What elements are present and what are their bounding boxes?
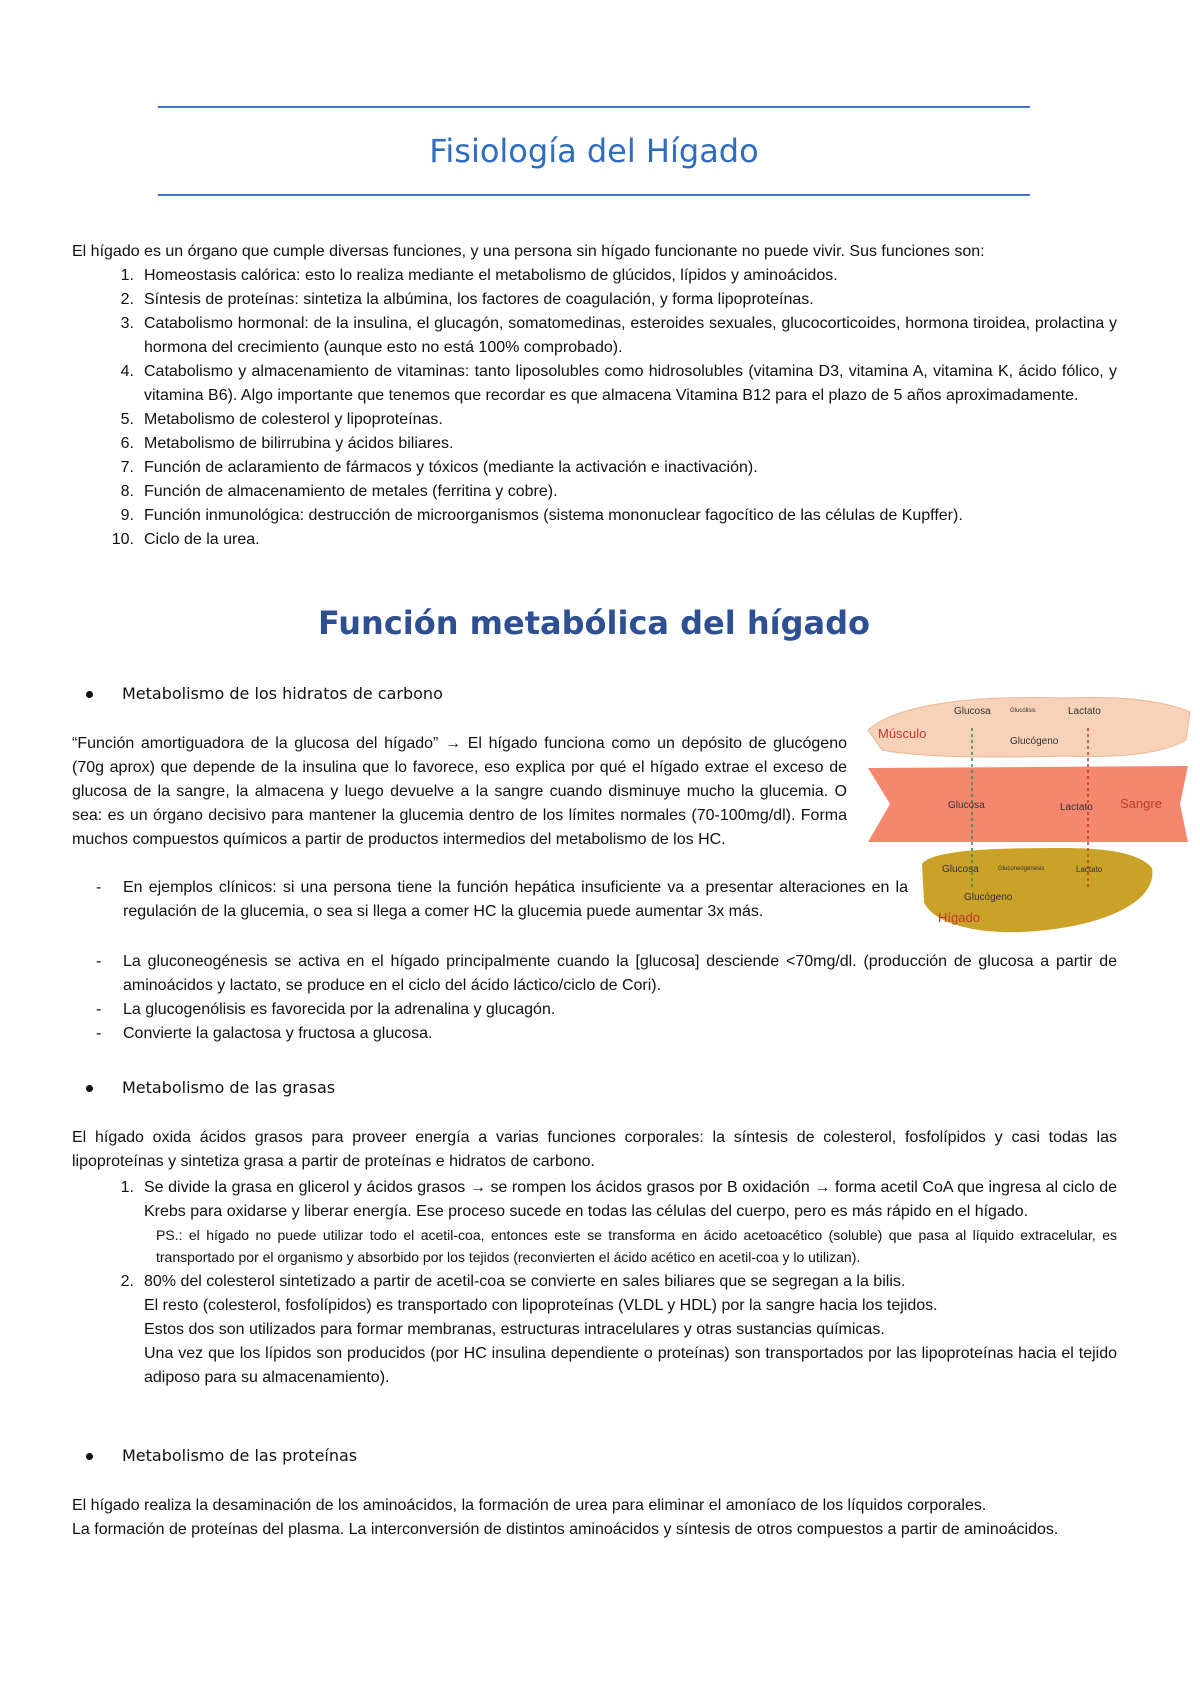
bullet-icon xyxy=(86,691,93,698)
proteins-paragraph-1: El hígado realiza la desaminación de los aminoácidos, la formación de urea para eliminar el amoníaco de los líquidos corporales. xyxy=(72,1497,987,1514)
list-item: 5. Metabolismo de colesterol y lipoproteínas. xyxy=(120,411,443,428)
gluconeogenesis-label: Gluconeogénesis xyxy=(998,866,1045,872)
ps-note: PS.: el hígado no puede utilizar todo el acetil-coa, entonces este se transforma en ácido acetoacético (soluble) que pasa al líquido extracelular, es transportado por el organismo y absorbido por los tejidos (reconvierten el ácido acético en acetil-coa y lo utilizan). xyxy=(156,1227,1117,1265)
lactato-label: Lactato xyxy=(1060,802,1093,813)
list-item: 9. Función inmunológica: destrucción de microorganismos (sistema mononuclear fagocítico de las células de Kupffer). xyxy=(120,507,963,524)
lactato-label: Lactato xyxy=(1068,706,1101,717)
list-item: 2. Síntesis de proteínas: sintetiza la albúmina, los factores de coagulación, y forma lipoproteínas. xyxy=(120,291,814,308)
functions-list xyxy=(72,264,1117,552)
glucolisis-label: Glucólisis xyxy=(1010,708,1036,714)
glucogeno-label: Glucógeno xyxy=(964,892,1013,903)
intro-paragraph: El hígado es un órgano que cumple diversas funciones, y una persona sin hígado funcionante no puede vivir. Sus funciones son: xyxy=(72,243,985,260)
proteins-heading: Metabolismo de las proteínas xyxy=(86,1444,357,1468)
list-item: 8. Función de almacenamiento de metales (ferritina y cobre). xyxy=(120,483,558,500)
list-item: 1. Se divide la grasa en glicerol y ácidos grasos → se rompen los ácidos grasos por B oxidación → forma acetil CoA que ingresa al ciclo de Krebs para oxidarse y liberar energía. Ese proceso sucede en todas las células del cuerpo, pero es más rápido en el hígado. PS.: el hígado no puede utilizar todo el acetil-coa, entonces este se transforma en ácido acetoacético (soluble) que pasa al líquido extracelular, es transportado por el organismo y absorbido por los tejidos (reconvierten el ácido acético en acetil-coa y lo utilizan). xyxy=(72,1176,1117,1268)
section-heading: Función metabólica del hígado xyxy=(318,604,870,642)
glucosa-label: Glucosa xyxy=(948,800,985,811)
list-item: 2. 80% del colesterol sintetizado a partir de acetil-coa se convierte en sales biliares que se segregan a la bilis. El resto (colesterol, fosfolípidos) es transportado con lipoproteínas (VLDL y HDL) por la sangre hacia los tejidos. Estos dos son utilizados para formar membranas, estructuras intracelulares y otras sustancias químicas. Una vez que los lípidos son producidos (por HC insulina dependiente o proteínas) son transportados por las lipoproteínas hacia el tejido adiposo para su almacenamiento). xyxy=(72,1270,1117,1390)
higado-label: Hígado xyxy=(938,910,980,925)
carbs-heading: Metabolismo de los hidratos de carbono xyxy=(86,682,443,706)
sangre-label: Sangre xyxy=(1120,796,1162,811)
list-item: 1. Homeostasis calórica: esto lo realiza mediante el metabolismo de glúcidos, lípidos y aminoácidos. xyxy=(120,267,838,284)
title-bottom-rule xyxy=(158,194,1030,196)
glucosa-label: Glucosa xyxy=(942,864,979,875)
carbs-dash-list xyxy=(72,950,1117,1046)
musculo-label: Músculo xyxy=(878,726,927,741)
bullet-icon xyxy=(86,1085,93,1092)
list-item: - Convierte la galactosa y fructosa a glucosa. xyxy=(96,1025,433,1042)
glucosa-label: Glucosa xyxy=(954,706,991,717)
list-item: 4. Catabolismo y almacenamiento de vitaminas: tanto liposolubles como hidrosolubles (vitamina D3, vitamina A, vitamina K, ácido fólico, y vitamina B6). Algo importante que tenemos que recordar es que almacena Vitamina B12 para el plazo de 5 años aproximadamente. xyxy=(120,363,1117,404)
list-item: 3. Catabolismo hormonal: de la insulina, el glucagón, somatomedinas, esteroides sexuales, glucocorticoides, hormona tiroidea, prolactina y hormona del crecimiento (aunque esto no está 100% comprobado). xyxy=(120,315,1117,356)
fats-list xyxy=(72,1176,1117,1390)
page-title: Fisiología del Hígado xyxy=(429,132,759,170)
list-item: 6. Metabolismo de bilirrubina y ácidos biliares. xyxy=(120,435,454,452)
list-item: - La glucogenólisis es favorecida por la adrenalina y glucagón. xyxy=(96,1001,556,1018)
lactato-label: Lactato xyxy=(1076,865,1103,874)
item-line: Una vez que los lípidos son producidos (por HC insulina dependiente o proteínas) son transportados por las lipoproteínas hacia el tejido adiposo para su almacenamiento). xyxy=(144,1345,1117,1386)
item-line: El resto (colesterol, fosfolípidos) es transportado con lipoproteínas (VLDL y HDL) por la sangre hacia los tejidos. xyxy=(144,1297,938,1314)
glucogeno-label: Glucógeno xyxy=(1010,736,1059,747)
list-item: - La gluconeogénesis se activa en el hígado principalmente cuando la [glucosa] desciende <70mg/dl. (producción de glucosa a partir de aminoácidos y lactato, se produce en el ciclo del ácido láctico/ciclo de Cori). xyxy=(96,953,1117,994)
list-item: 10. Ciclo de la urea. xyxy=(111,531,260,548)
carbs-paragraph: “Función amortiguadora de la glucosa del hígado” → El hígado funciona como un depósito de glucógeno (70g aprox) que depende de la insulina que lo favorece, eso explica por qué el hígado extrae el exceso de glucosa de la sangre, la almacena y luego devuelve a la sangre cuando disminuye mucho la glucemia. O sea: es un órgano decisivo para mantener la glucemia dentro de los límites normales (70-100mg/dl). Forma muchos compuestos químicos a partir de productos intermedios del metabolismo de los HC. xyxy=(72,735,847,848)
list-item: - En ejemplos clínicos: si una persona tiene la función hepática insuficiente va a presentar alteraciones en la regulación de la glucemia, o sea si llega a comer HC la glucemia puede aumentar 3x más. xyxy=(96,879,908,920)
fats-paragraph: El hígado oxida ácidos grasos para proveer energía a varias funciones corporales: la síntesis de colesterol, fosfolípidos y casi todas las lipoproteínas y sintetiza grasa a partir de proteínas e hidratos de carbono. xyxy=(72,1129,1117,1170)
carbs-dash-list xyxy=(72,876,908,924)
glucose-cycle-figure xyxy=(862,692,1192,934)
title-top-rule xyxy=(158,106,1030,108)
bullet-icon xyxy=(86,1453,93,1460)
list-item: 7. Función de aclaramiento de fármacos y tóxicos (mediante la activación e inactivación). xyxy=(120,459,758,476)
item-line: Estos dos son utilizados para formar membranas, estructuras intracelulares y otras sustancias químicas. xyxy=(144,1321,885,1338)
proteins-paragraph-2: La formación de proteínas del plasma. La interconversión de distintos aminoácidos y síntesis de otros compuestos a partir de aminoácidos. xyxy=(72,1521,1059,1538)
fats-heading: Metabolismo de las grasas xyxy=(86,1076,335,1100)
